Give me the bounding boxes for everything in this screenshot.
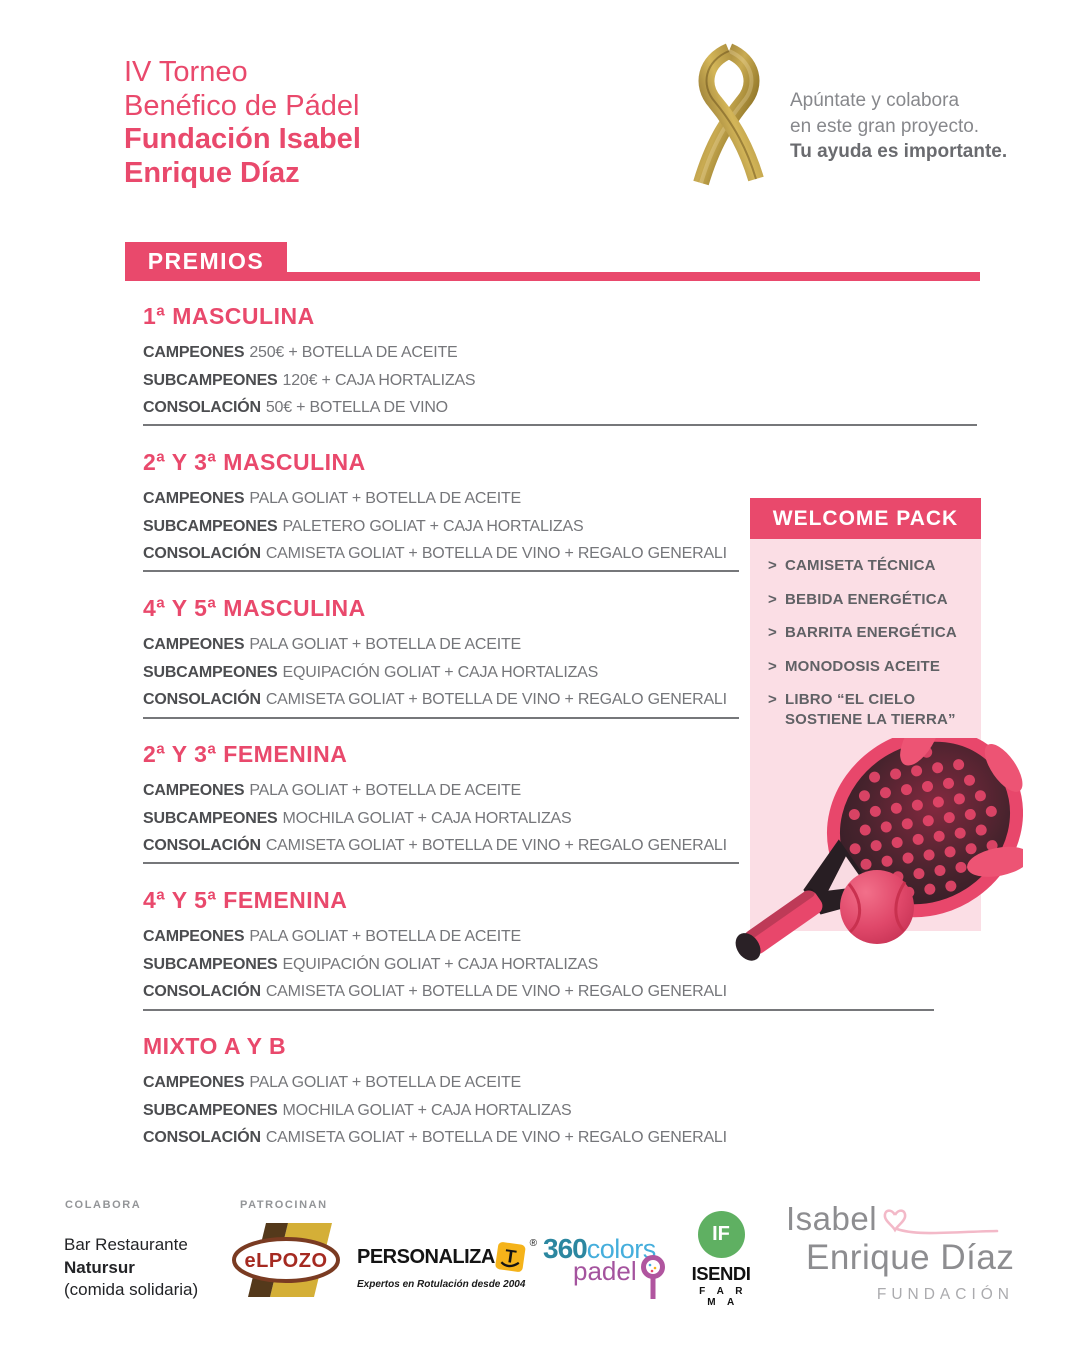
registered-mark: ®	[529, 1238, 537, 1249]
personalizat-t-icon	[493, 1238, 528, 1276]
prize-row: CAMPEONES PALA GOLIAT + BOTELLA DE ACEITE	[143, 1074, 522, 1091]
isendi-circle-icon: IF	[698, 1211, 745, 1258]
title-line-2: Benéfico de Pádel	[124, 89, 360, 122]
chevron-bullet-icon: >	[768, 657, 777, 675]
gold-awareness-ribbon-icon	[678, 36, 780, 204]
cta-text	[790, 88, 1007, 165]
svg-text:eLPOZO: eLPOZO	[244, 1250, 328, 1272]
title-line-4: Enrique Díaz	[124, 156, 300, 189]
section-mixto-a-y-b	[143, 1033, 833, 1152]
premios-heading: PREMIOS	[147, 248, 265, 274]
personalizat-logo	[357, 1238, 537, 1290]
colaborador-line-3: (comida solidaria)	[64, 1280, 199, 1299]
prize-row: SUBCAMPEONES EQUIPACIÓN GOLIAT + CAJA HORTALIZAS	[143, 955, 599, 973]
fundacion-line-3: FUNDACIÓN	[876, 1286, 1014, 1303]
section-divider	[143, 717, 739, 719]
prize-row: CONSOLACIÓN 50€ + BOTELLA DE VINO	[143, 399, 448, 416]
colaborador-block	[64, 1234, 198, 1302]
welcome-pack-list	[768, 556, 968, 743]
title-line-1: IV Torneo	[124, 56, 248, 88]
list-item: > MONODOSIS ACEITE	[768, 657, 941, 675]
section-divider	[143, 570, 739, 572]
section-2a-3a-masculina	[143, 449, 833, 568]
prize-row: SUBCAMPEONES EQUIPACIÓN GOLIAT + CAJA HORTALIZAS	[143, 663, 599, 681]
c360-number: 360	[543, 1233, 587, 1264]
colaborador-line-1: Bar Restaurante	[64, 1235, 188, 1254]
isendi-sub: F A R M A	[699, 1286, 747, 1308]
c360colors-padel-logo	[543, 1233, 678, 1305]
list-item: > BEBIDA ENERGÉTICA	[768, 590, 948, 608]
prize-row: CONSOLACIÓN CAMISETA GOLIAT + BOTELLA DE VINO + REGALO GENERALI	[143, 1129, 727, 1146]
personalizat-wordmark: PERSONALIZA	[357, 1245, 495, 1268]
cta-line-2: en este gran proyecto.	[790, 115, 980, 137]
section-1a-masculina	[143, 303, 833, 422]
prize-row: CONSOLACIÓN CAMISETA GOLIAT + BOTELLA DE VINO + REGALO GENERALI	[143, 983, 727, 1000]
section-title: MIXTO A Y B	[143, 1033, 287, 1059]
prize-row: CONSOLACIÓN CAMISETA GOLIAT + BOTELLA DE VINO + REGALO GENERALI	[143, 545, 727, 562]
section-title: 2ª Y 3ª FEMENINA	[143, 741, 348, 767]
isendi-farma-logo	[688, 1211, 754, 1308]
section-divider	[143, 862, 739, 864]
elpozo-logo	[230, 1221, 342, 1299]
fundacion-line-2: Enrique Díaz	[806, 1238, 1015, 1277]
isendi-name: ISENDI	[691, 1263, 751, 1284]
colaborador-line-2: Natursur	[64, 1257, 135, 1277]
welcome-pack-heading: WELCOME PACK	[772, 506, 959, 530]
section-title: 2ª Y 3ª MASCULINA	[143, 449, 366, 475]
cta-line-3: Tu ayuda es importante.	[790, 141, 1008, 162]
list-item: > CAMISETA TÉCNICA	[768, 557, 936, 574]
section-title: 4ª Y 5ª MASCULINA	[143, 595, 366, 621]
prize-row: SUBCAMPEONES MOCHILA GOLIAT + CAJA HORTALIZAS	[143, 809, 572, 827]
padel-racket-and-ball-image	[693, 738, 1023, 1008]
section-divider	[143, 1009, 934, 1011]
poster-title	[124, 56, 361, 190]
list-item: > LIBRO “EL CIELO SOSTIENE LA TIERRA”	[768, 691, 956, 728]
cta-line-1: Apúntate y colabora	[790, 90, 960, 111]
chevron-bullet-icon: >	[768, 624, 777, 641]
prize-row: SUBCAMPEONES 120€ + CAJA HORTALIZAS	[143, 371, 476, 389]
prize-row: CONSOLACIÓN CAMISETA GOLIAT + BOTELLA DE VINO + REGALO GENERALI	[143, 837, 727, 854]
section-divider	[143, 424, 977, 426]
prize-row: SUBCAMPEONES PALETERO GOLIAT + CAJA HORTALIZAS	[143, 517, 584, 535]
premios-heading-box	[125, 242, 287, 281]
chevron-bullet-icon: >	[768, 557, 777, 574]
prize-row: CAMPEONES PALA GOLIAT + BOTELLA DE ACEITE	[143, 928, 522, 945]
prize-row: SUBCAMPEONES MOCHILA GOLIAT + CAJA HORTALIZAS	[143, 1101, 572, 1119]
prize-row: CAMPEONES PALA GOLIAT + BOTELLA DE ACEITE	[143, 490, 522, 507]
title-line-3: Fundación Isabel	[124, 123, 361, 155]
colabora-label: COLABORA	[65, 1199, 142, 1211]
fundacion-logo	[786, 1200, 1014, 1304]
prize-row: CAMPEONES PALA GOLIAT + BOTELLA DE ACEITE	[143, 636, 522, 653]
chevron-bullet-icon: >	[768, 590, 777, 608]
prize-row: CAMPEONES 250€ + BOTELLA DE ACEITE	[143, 344, 458, 361]
heart-ribbon-icon	[883, 1201, 1001, 1237]
prize-row: CONSOLACIÓN CAMISETA GOLIAT + BOTELLA DE VINO + REGALO GENERALI	[143, 691, 727, 708]
patrocinan-label: PATROCINAN	[240, 1199, 328, 1211]
prize-row: CAMPEONES PALA GOLIAT + BOTELLA DE ACEITE	[143, 782, 522, 799]
personalizat-tagline: Expertos en Rotulación desde 2004	[357, 1279, 526, 1290]
c360-racket-icon	[639, 1255, 669, 1307]
c360-colors-word: colors	[586, 1234, 656, 1264]
welcome-pack-heading-box	[750, 498, 981, 539]
list-item: > BARRITA ENERGÉTICA	[768, 624, 957, 641]
svg-text:T: T	[503, 1244, 518, 1268]
chevron-bullet-icon: >	[768, 691, 777, 708]
section-title: 1ª MASCULINA	[143, 303, 315, 329]
c360-padel-word: padel	[573, 1256, 637, 1286]
section-title: 4ª Y 5ª FEMENINA	[143, 887, 348, 913]
section-4a-5a-masculina	[143, 595, 833, 714]
fundacion-line-1: Isabel	[786, 1200, 878, 1237]
